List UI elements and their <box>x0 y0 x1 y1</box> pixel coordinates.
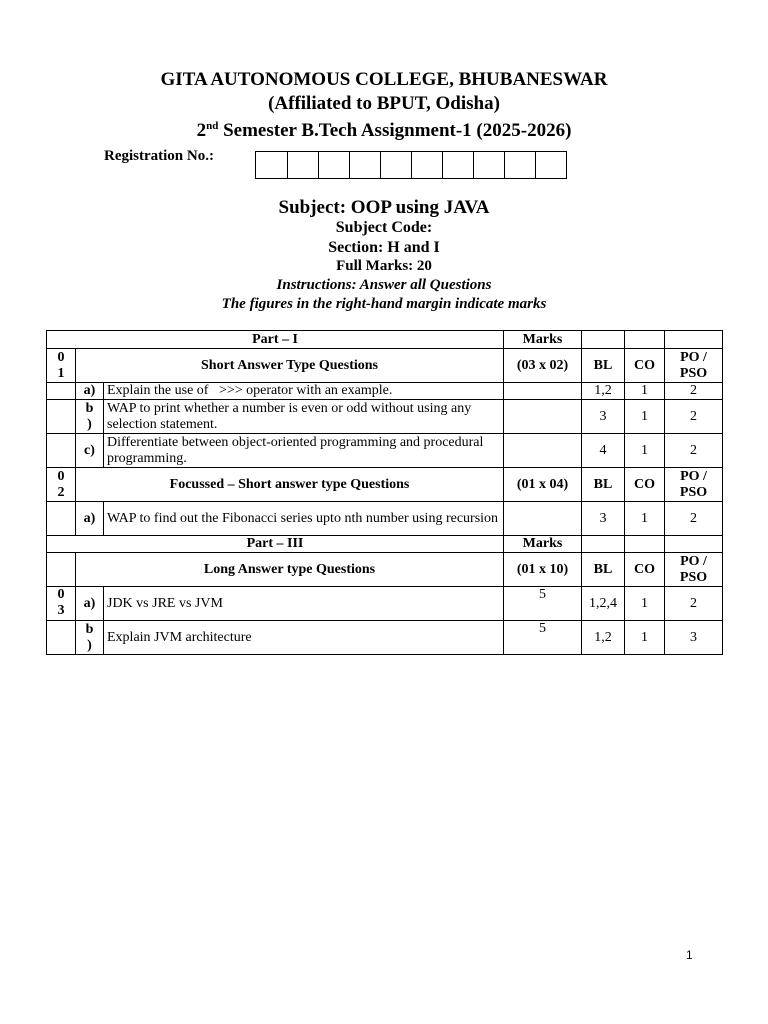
section-marks: (01 x 04) <box>504 468 582 502</box>
item-bl: 1,2 <box>582 621 625 655</box>
table-row <box>47 587 723 621</box>
item-po: 2 <box>665 400 723 434</box>
item-marks <box>504 383 582 400</box>
section-title: Short Answer Type Questions <box>76 349 504 383</box>
question-table <box>46 330 723 655</box>
registration-label: Registration No.: <box>104 148 214 164</box>
item-co: 1 <box>625 621 665 655</box>
full-marks: Full Marks: 20 <box>336 258 432 274</box>
item-co: 1 <box>625 434 665 468</box>
semester-text: Semester B.Tech Assignment-1 (2025-2026) <box>218 120 572 141</box>
figures-note: The figures in the right-hand margin indicate marks <box>221 296 547 312</box>
bl-header: BL <box>582 349 625 383</box>
question-number: 0 3 <box>47 587 76 621</box>
table-row <box>47 621 723 655</box>
item-bl: 4 <box>582 434 625 468</box>
registration-box[interactable] <box>442 152 473 178</box>
semester-number: 2 <box>196 120 207 141</box>
item-marks <box>504 400 582 434</box>
item-po: 2 <box>665 502 723 536</box>
part-heading: Part – III <box>47 536 504 553</box>
section-title: Focussed – Short answer type Questions <box>76 468 504 502</box>
item-text: Explain the use of >>> operator with an example. <box>104 383 504 400</box>
marks-header: Marks <box>504 331 582 349</box>
registration-box[interactable] <box>504 152 535 178</box>
item-po: 2 <box>665 383 723 400</box>
section-title: Long Answer type Questions <box>76 553 504 587</box>
item-text: Differentiate between object-oriented programming and procedural programming. <box>104 434 504 468</box>
item-text: JDK vs JRE vs JVM <box>104 587 504 621</box>
item-co: 1 <box>625 502 665 536</box>
item-text: Explain JVM architecture <box>104 621 504 655</box>
bl-header: BL <box>582 468 625 502</box>
item-po: 2 <box>665 587 723 621</box>
question-number: 0 2 <box>47 468 76 502</box>
item-text: WAP to find out the Fibonacci series upto nth number using recursion <box>104 502 504 536</box>
subject-code: Subject Code: <box>335 219 433 236</box>
subject-title: Subject: OOP using JAVA <box>278 197 490 218</box>
item-text: WAP to print whether a number is even or odd without using any selection statement. <box>104 400 504 434</box>
po-header: PO / PSO <box>665 349 723 383</box>
question-number: 0 1 <box>47 349 76 383</box>
page-number: 1 <box>686 948 693 962</box>
item-co: 1 <box>625 383 665 400</box>
part-heading: Part – I <box>47 331 504 349</box>
semester-title <box>0 120 768 142</box>
affiliation: (Affiliated to BPUT, Odisha) <box>268 93 500 114</box>
item-label: c) <box>76 434 104 468</box>
co-header: CO <box>625 468 665 502</box>
item-po: 2 <box>665 434 723 468</box>
item-marks <box>504 502 582 536</box>
semester-suffix: nd <box>206 120 219 132</box>
registration-box[interactable] <box>380 152 411 178</box>
marks-header: Marks <box>504 536 582 553</box>
item-marks: 5 <box>504 621 582 655</box>
section: Section: H and I <box>328 239 440 256</box>
table-row <box>47 502 723 536</box>
table-row <box>47 400 723 434</box>
item-marks: 5 <box>504 587 582 621</box>
section-marks: (01 x 10) <box>504 553 582 587</box>
item-bl: 3 <box>582 502 625 536</box>
item-co: 1 <box>625 400 665 434</box>
co-header: CO <box>625 349 665 383</box>
po-header: PO / PSO <box>665 468 723 502</box>
bl-header: BL <box>582 553 625 587</box>
college-name: GITA AUTONOMOUS COLLEGE, BHUBANESWAR <box>160 69 608 90</box>
item-label: a) <box>76 587 104 621</box>
table-row <box>47 383 723 400</box>
registration-box[interactable] <box>287 152 318 178</box>
item-bl: 3 <box>582 400 625 434</box>
item-co: 1 <box>625 587 665 621</box>
item-label: a) <box>76 502 104 536</box>
item-po: 3 <box>665 621 723 655</box>
table-row <box>47 434 723 468</box>
item-marks <box>504 434 582 468</box>
item-bl: 1,2,4 <box>582 587 625 621</box>
item-label: b ) <box>76 400 104 434</box>
registration-box[interactable] <box>411 152 442 178</box>
co-header: CO <box>625 553 665 587</box>
registration-box[interactable] <box>318 152 349 178</box>
registration-box[interactable] <box>256 152 287 178</box>
instructions: Instructions: Answer all Questions <box>276 277 492 293</box>
registration-box[interactable] <box>349 152 380 178</box>
section-marks: (03 x 02) <box>504 349 582 383</box>
registration-box[interactable] <box>473 152 504 178</box>
po-header: PO / PSO <box>665 553 723 587</box>
item-label: b ) <box>76 621 104 655</box>
registration-box[interactable] <box>535 152 566 178</box>
registration-boxes <box>255 151 567 179</box>
item-bl: 1,2 <box>582 383 625 400</box>
item-label: a) <box>76 383 104 400</box>
